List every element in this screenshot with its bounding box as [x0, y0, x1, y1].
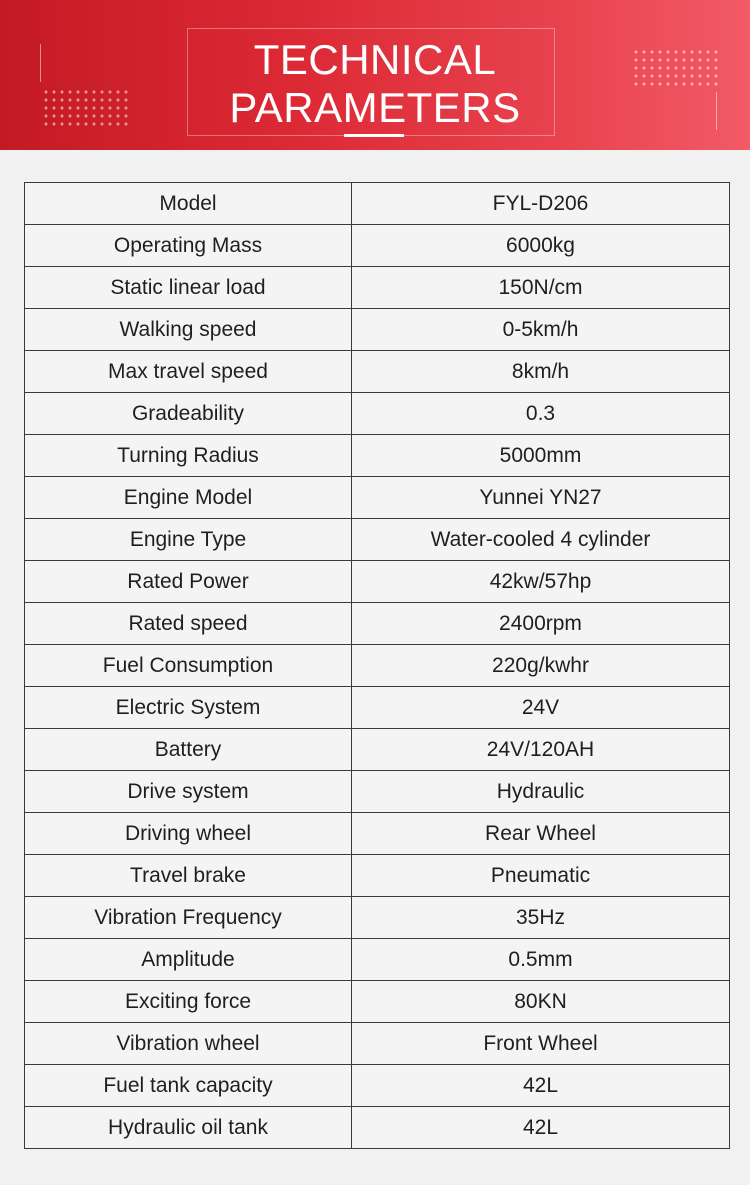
spec-value: 42kw/57hp	[352, 561, 730, 603]
table-row	[25, 729, 730, 771]
spec-value: 2400rpm	[352, 603, 730, 645]
spec-label: Travel brake	[25, 855, 352, 897]
table-row	[25, 267, 730, 309]
table-row	[25, 687, 730, 729]
table-row	[25, 771, 730, 813]
spec-table-body	[25, 183, 730, 1149]
table-row	[25, 897, 730, 939]
table-row	[25, 393, 730, 435]
spec-value: Water-cooled 4 cylinder	[352, 519, 730, 561]
spec-label: Vibration wheel	[25, 1023, 352, 1065]
table-row	[25, 225, 730, 267]
spec-label: Max travel speed	[25, 351, 352, 393]
spec-label: Exciting force	[25, 981, 352, 1023]
spec-value: 0-5km/h	[352, 309, 730, 351]
page-title	[0, 36, 750, 132]
table-row	[25, 435, 730, 477]
spec-label: Walking speed	[25, 309, 352, 351]
table-row	[25, 1065, 730, 1107]
table-row	[25, 1023, 730, 1065]
spec-value: 5000mm	[352, 435, 730, 477]
spec-label: Vibration Frequency	[25, 897, 352, 939]
spec-label: Electric System	[25, 687, 352, 729]
spec-value: 0.5mm	[352, 939, 730, 981]
table-row	[25, 309, 730, 351]
spec-label: Static linear load	[25, 267, 352, 309]
spec-table	[24, 182, 730, 1149]
spec-value: 0.3	[352, 393, 730, 435]
spec-value: 8km/h	[352, 351, 730, 393]
spec-label: Engine Model	[25, 477, 352, 519]
table-row	[25, 477, 730, 519]
spec-value: Front Wheel	[352, 1023, 730, 1065]
spec-label: Engine Type	[25, 519, 352, 561]
spec-label: Turning Radius	[25, 435, 352, 477]
spec-value: Pneumatic	[352, 855, 730, 897]
table-row	[25, 645, 730, 687]
spec-value: 42L	[352, 1065, 730, 1107]
spec-value: 42L	[352, 1107, 730, 1149]
table-row	[25, 351, 730, 393]
table-row	[25, 603, 730, 645]
title-line-1: TECHNICAL	[253, 36, 497, 83]
spec-label: Operating Mass	[25, 225, 352, 267]
spec-value: 24V/120AH	[352, 729, 730, 771]
header-banner	[0, 0, 750, 150]
table-row	[25, 981, 730, 1023]
spec-label: Hydraulic oil tank	[25, 1107, 352, 1149]
spec-value: 220g/kwhr	[352, 645, 730, 687]
spec-label: Battery	[25, 729, 352, 771]
table-row	[25, 813, 730, 855]
table-row	[25, 561, 730, 603]
spec-label: Gradeability	[25, 393, 352, 435]
spec-label: Rated Power	[25, 561, 352, 603]
title-underline	[344, 134, 404, 137]
spec-label: Model	[25, 183, 352, 225]
spec-label: Fuel tank capacity	[25, 1065, 352, 1107]
spec-label: Amplitude	[25, 939, 352, 981]
title-line-2: PARAMETERS	[229, 84, 521, 131]
spec-value: 24V	[352, 687, 730, 729]
spec-value: Yunnei YN27	[352, 477, 730, 519]
spec-label: Driving wheel	[25, 813, 352, 855]
spec-value: 80KN	[352, 981, 730, 1023]
spec-label: Fuel Consumption	[25, 645, 352, 687]
spec-value: Hydraulic	[352, 771, 730, 813]
table-row	[25, 183, 730, 225]
spec-value: 150N/cm	[352, 267, 730, 309]
table-row	[25, 1107, 730, 1149]
table-row	[25, 939, 730, 981]
spec-label: Rated speed	[25, 603, 352, 645]
spec-value: 35Hz	[352, 897, 730, 939]
spec-value: Rear Wheel	[352, 813, 730, 855]
table-row	[25, 519, 730, 561]
table-row	[25, 855, 730, 897]
spec-value: 6000kg	[352, 225, 730, 267]
spec-value: FYL-D206	[352, 183, 730, 225]
spec-label: Drive system	[25, 771, 352, 813]
